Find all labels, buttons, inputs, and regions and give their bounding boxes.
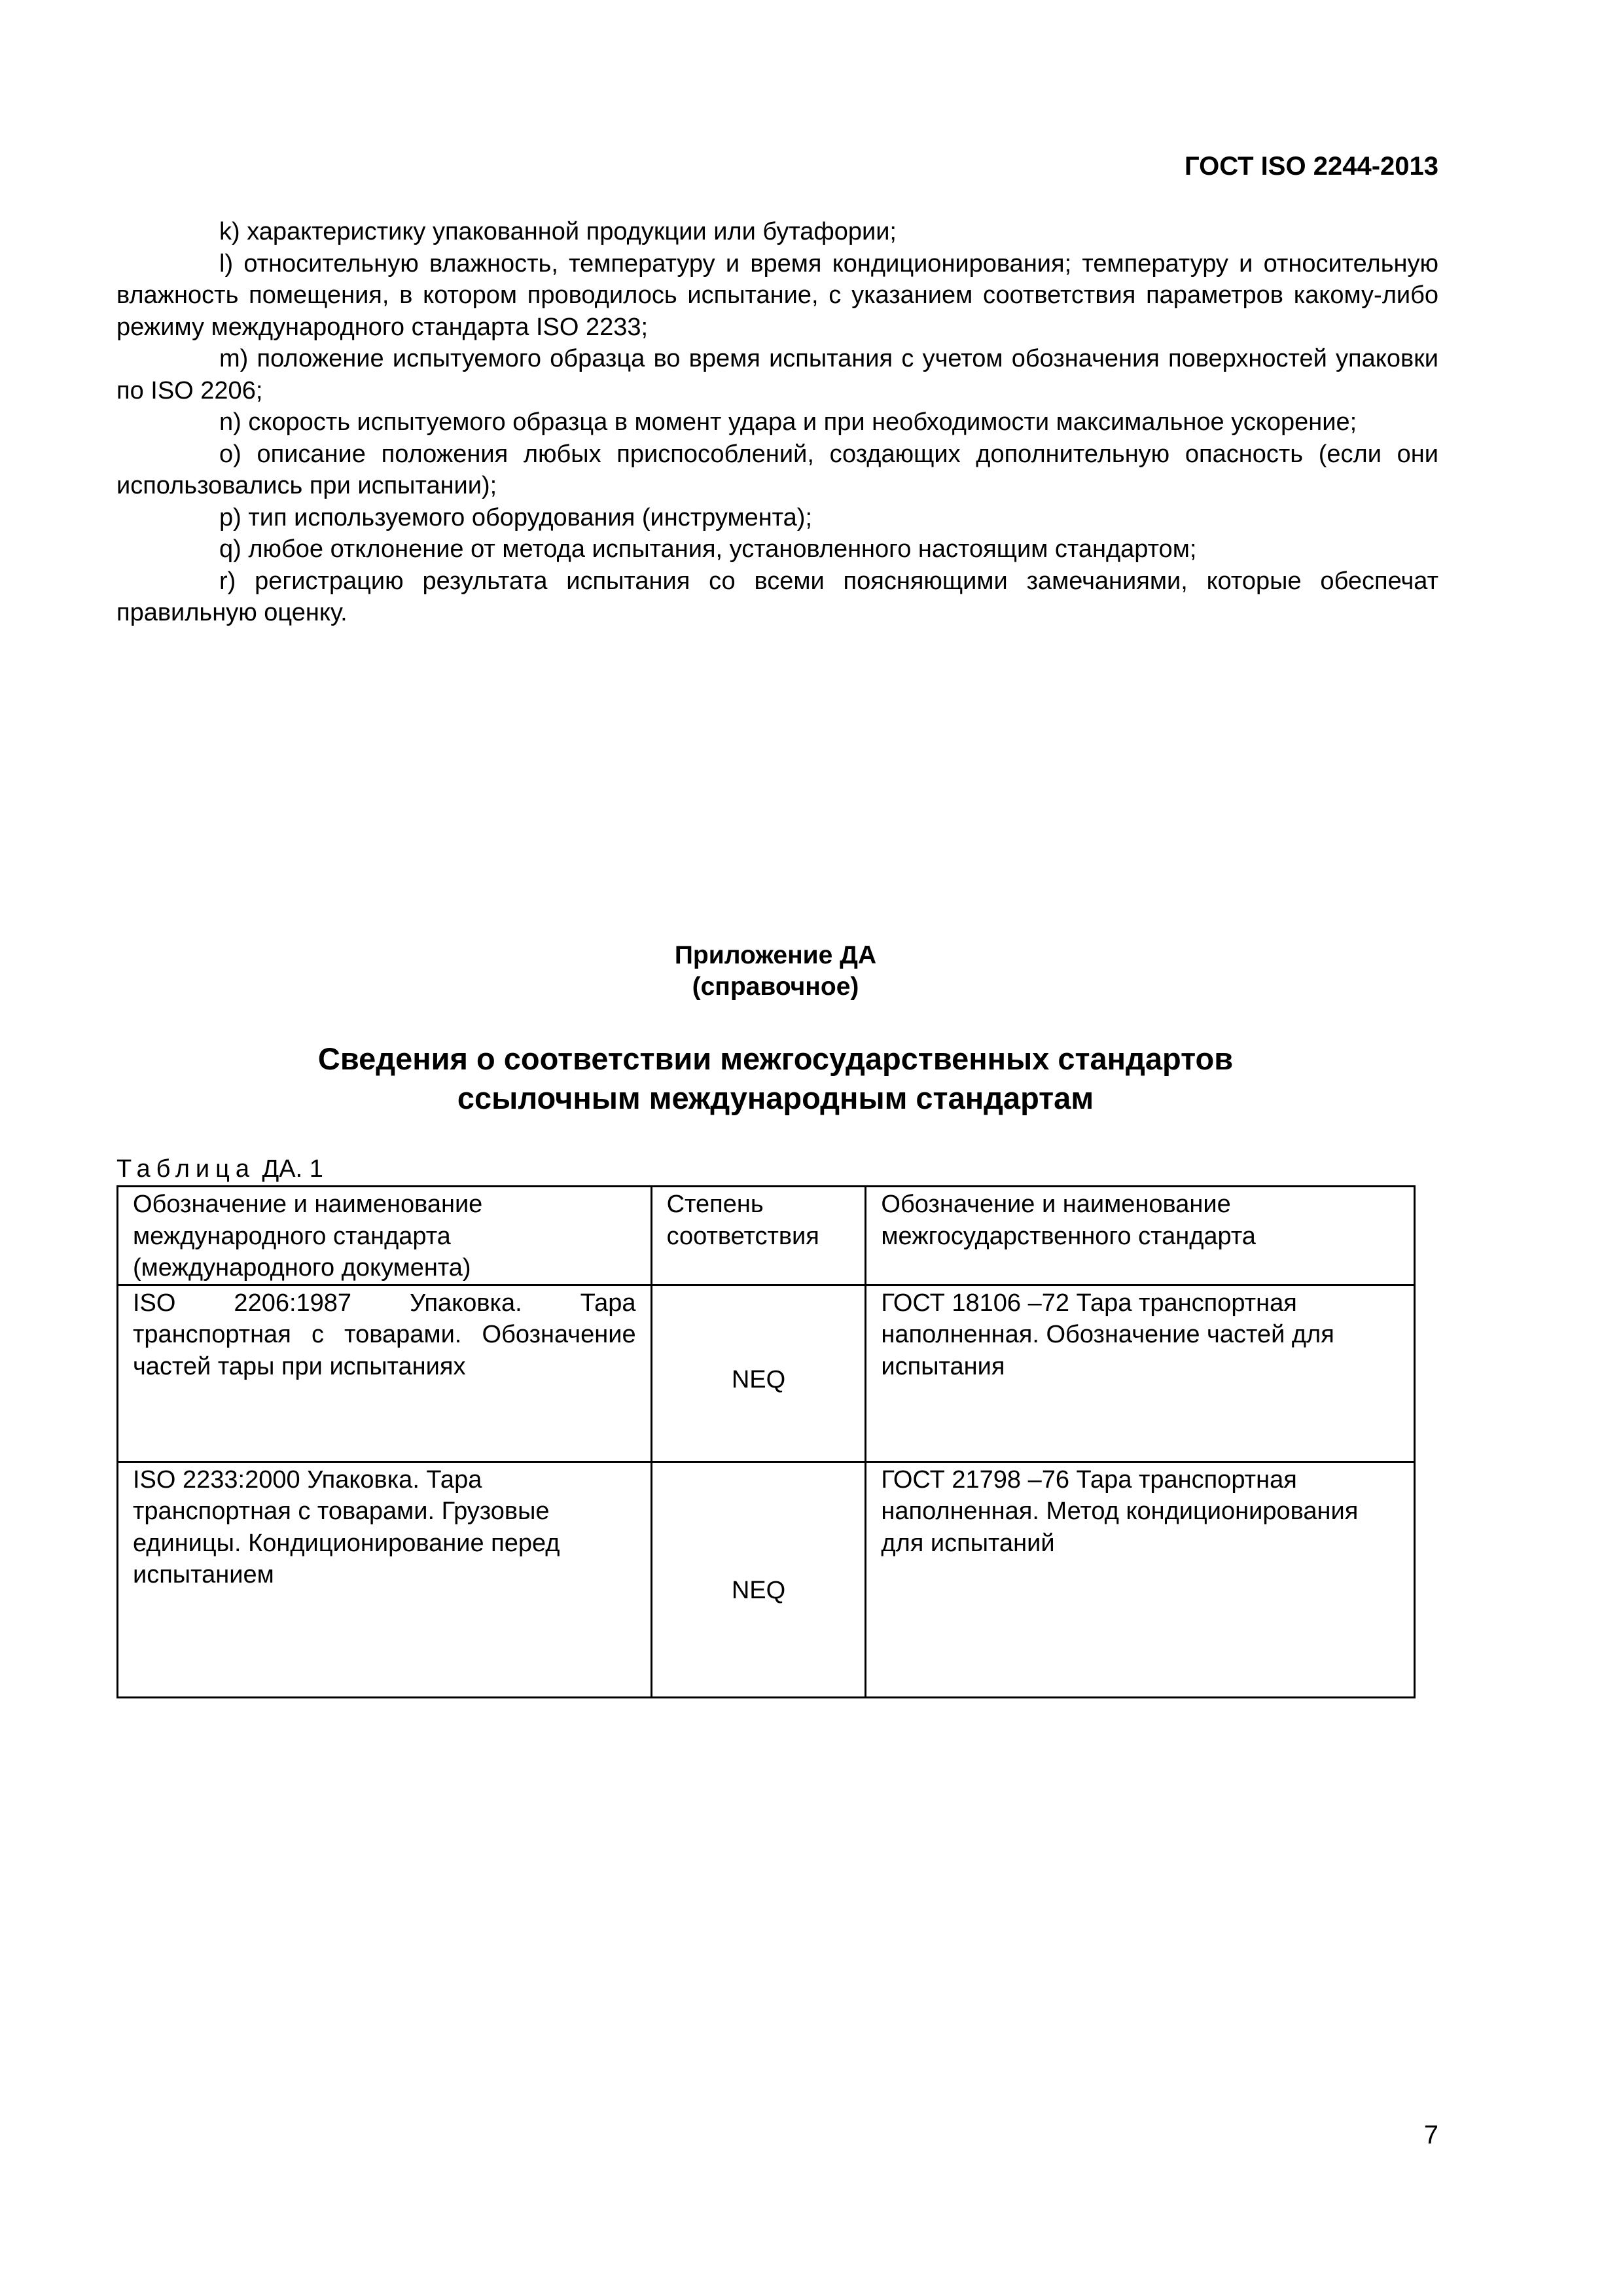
table-caption-number: ДА. 1 <box>255 1155 323 1183</box>
cell-degree <box>651 1462 866 1697</box>
cell-international-standard: ISO 2233:2000 Упаковка. Тара транспортная с товарами. Грузовые единицы. Кондиционирование перед испытанием <box>118 1462 652 1697</box>
list-item-o: o) описание положения любых приспособлений, создающих дополнительную опасность (если они использовались при испытании); <box>116 440 1438 499</box>
header-international-standard: Обозначение и наименование международного стандарта (международного документа) <box>118 1187 652 1285</box>
section-title-line-2: ссылочным международным стандартам <box>457 1081 1094 1115</box>
table-header-row <box>118 1187 1415 1285</box>
appendix-heading <box>0 940 1551 1003</box>
cell-international-standard: ISO 2206:1987 Упаковка. Тара транспортная с товарами. Обозначение частей тары при испытаниях <box>118 1285 652 1462</box>
header-degree: Степень соответствия <box>651 1187 866 1285</box>
list-item-n: n) скорость испытуемого образца в момент удара и при необходимости максимальное ускорение; <box>219 408 1357 436</box>
requirements-list <box>116 216 1438 629</box>
cell-interstate-standard: ГОСТ 18106 –72 Тара транспортная наполненная. Обозначение частей для испытания <box>866 1285 1415 1462</box>
table-row <box>118 1462 1415 1697</box>
table-caption-word: Таблица <box>116 1155 255 1183</box>
appendix-kind: (справочное) <box>692 973 859 1001</box>
table-row <box>118 1285 1415 1462</box>
section-title-line-1: Сведения о соответствии межгосударственных стандартов <box>317 1041 1234 1076</box>
list-item-l: l) относительную влажность, температуру и время кондиционирования; температуру и относительную влажность помещения, в котором проводилось испытание, с указанием соответствия параметров какому-либо режиму международного стандарта ISO 2233; <box>116 249 1438 341</box>
cell-interstate-standard: ГОСТ 21798 –76 Тара транспортная наполненная. Метод кондиционирования для испытаний <box>866 1462 1415 1697</box>
list-item-k: k) характеристику упакованной продукции или бутафории; <box>219 218 897 245</box>
correspondence-table <box>116 1185 1416 1698</box>
cell-degree <box>651 1285 866 1462</box>
degree-value: NEQ <box>731 1576 786 1604</box>
page-number: 7 <box>1423 2121 1438 2149</box>
table-caption <box>116 1155 323 1183</box>
document-code-header: ГОСТ ISO 2244-2013 <box>1184 152 1438 181</box>
appendix-label: Приложение ДА <box>674 941 877 969</box>
section-title <box>0 1039 1551 1118</box>
list-item-q: q) любое отклонение от метода испытания, установленного настоящим стандартом; <box>219 535 1197 563</box>
list-item-p: p) тип используемого оборудования (инструмента); <box>219 503 813 531</box>
list-item-m: m) положение испытуемого образца во время испытания с учетом обозначения поверхностей упаковки по ISO 2206; <box>116 345 1438 404</box>
list-item-r: r) регистрацию результата испытания со всеми поясняющими замечаниями, которые обеспечат правильную оценку. <box>116 567 1438 626</box>
degree-value: NEQ <box>731 1365 786 1393</box>
header-interstate-standard: Обозначение и наименование межгосударственного стандарта <box>866 1187 1415 1285</box>
